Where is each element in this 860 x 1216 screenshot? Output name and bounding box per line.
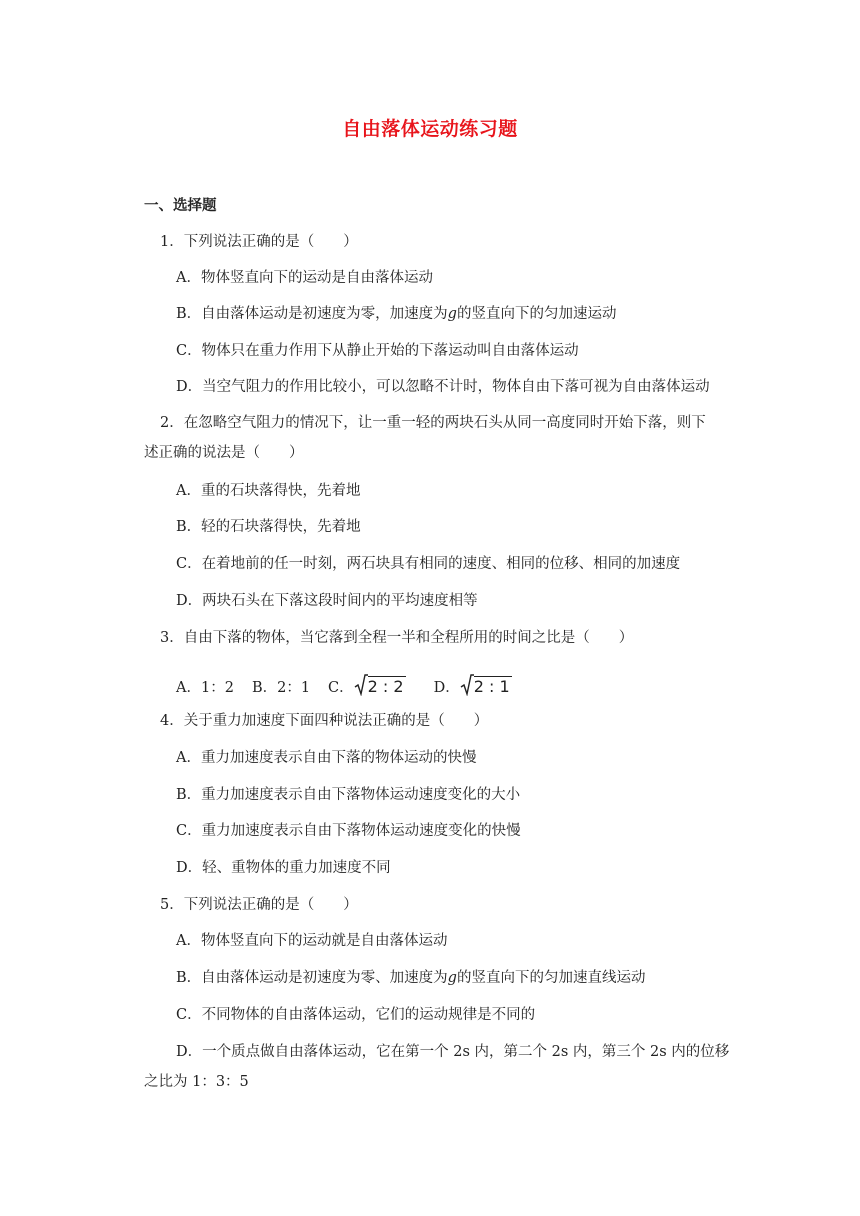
question-3-option-d-formula xyxy=(460,674,512,698)
question-3-option-d-label: D． xyxy=(433,680,460,696)
question-4-option-d: D．轻、重物体的重力加速度不同 xyxy=(176,860,391,876)
question-4-option-b: B．重力加速度表示自由下落物体运动速度变化的大小 xyxy=(176,787,521,803)
question-4-stem: 4．关于重力加速度下面四种说法正确的是（ ） xyxy=(160,713,489,729)
question-1-stem: 1．下列说法正确的是（ ） xyxy=(160,234,358,250)
question-3-options xyxy=(176,674,512,698)
question-5-option-b-text-pre: B．自由落体运动是初速度为零、加速度为 xyxy=(176,970,448,986)
gravity-symbol: g xyxy=(447,306,457,322)
question-4-option-c: C．重力加速度表示自由下落物体运动速度变化的快慢 xyxy=(176,823,521,839)
question-3-option-c-formula xyxy=(354,674,406,698)
question-5-stem: 5．下列说法正确的是（ ） xyxy=(160,897,358,913)
question-2-stem-line-1: 2．在忽略空气阻力的情况下，让一重一轻的两块石头从同一高度同时开始下落，则下 xyxy=(160,415,706,431)
question-5-option-a: A．物体竖直向下的运动就是自由落体运动 xyxy=(176,933,448,949)
question-1-option-b xyxy=(176,304,616,324)
question-3-stem: 3．自由下落的物体，当它落到全程一半和全程所用的时间之比是（ ） xyxy=(160,630,634,646)
question-3-option-c-value: 2 : 2 xyxy=(367,677,404,696)
question-4-option-a: A．重力加速度表示自由下落的物体运动的快慢 xyxy=(176,750,477,766)
question-3-option-c-label: C． xyxy=(328,680,354,696)
question-2-option-a: A．重的石块落得快，先着地 xyxy=(176,483,361,499)
question-5-option-d-line-1: D．一个质点做自由落体运动，它在第一个 2s 内，第二个 2s 内，第三个 2s 内的位移 xyxy=(176,1044,730,1060)
question-1-option-c: C．物体只在重力作用下从静止开始的下落运动叫自由落体运动 xyxy=(176,343,579,359)
question-1-option-b-text-post: 的竖直向下的匀加速运动 xyxy=(456,306,617,322)
question-2-option-b: B．轻的石块落得快，先着地 xyxy=(176,519,361,535)
section-heading: 一、选择题 xyxy=(144,197,217,214)
sqrt-icon xyxy=(460,674,474,696)
question-5-option-d-line-2: 之比为 1：3：5 xyxy=(144,1074,249,1090)
question-3-option-d-value: 2 : 1 xyxy=(473,677,510,696)
question-2-stem-line-2: 述正确的说法是（ ） xyxy=(144,445,304,461)
page-title: 自由落体运动练习题 xyxy=(342,118,518,140)
question-1-option-d: D．当空气阻力的作用比较小，可以忽略不计时，物体自由下落可视为自由落体运动 xyxy=(176,379,710,395)
gravity-symbol: g xyxy=(447,970,457,986)
question-2-option-c: C．在着地前的任一时刻，两石块具有相同的速度、相同的位移、相同的加速度 xyxy=(176,556,681,572)
question-5-option-b-text-post: 的竖直向下的匀加速直线运动 xyxy=(456,970,646,986)
question-1-option-a: A．物体竖直向下的运动是自由落体运动 xyxy=(176,270,433,286)
question-5-option-c: C．不同物体的自由落体运动，它们的运动规律是不同的 xyxy=(176,1007,536,1023)
question-2-option-d: D．两块石头在下落这段时间内的平均速度相等 xyxy=(176,593,478,609)
question-1-option-b-text-pre: B．自由落体运动是初速度为零，加速度为 xyxy=(176,306,448,322)
sqrt-icon xyxy=(354,674,368,696)
question-3-option-b: B．2：1 xyxy=(251,680,311,696)
question-3-option-a: A．1：2 xyxy=(176,680,234,696)
question-5-option-b xyxy=(176,968,645,988)
